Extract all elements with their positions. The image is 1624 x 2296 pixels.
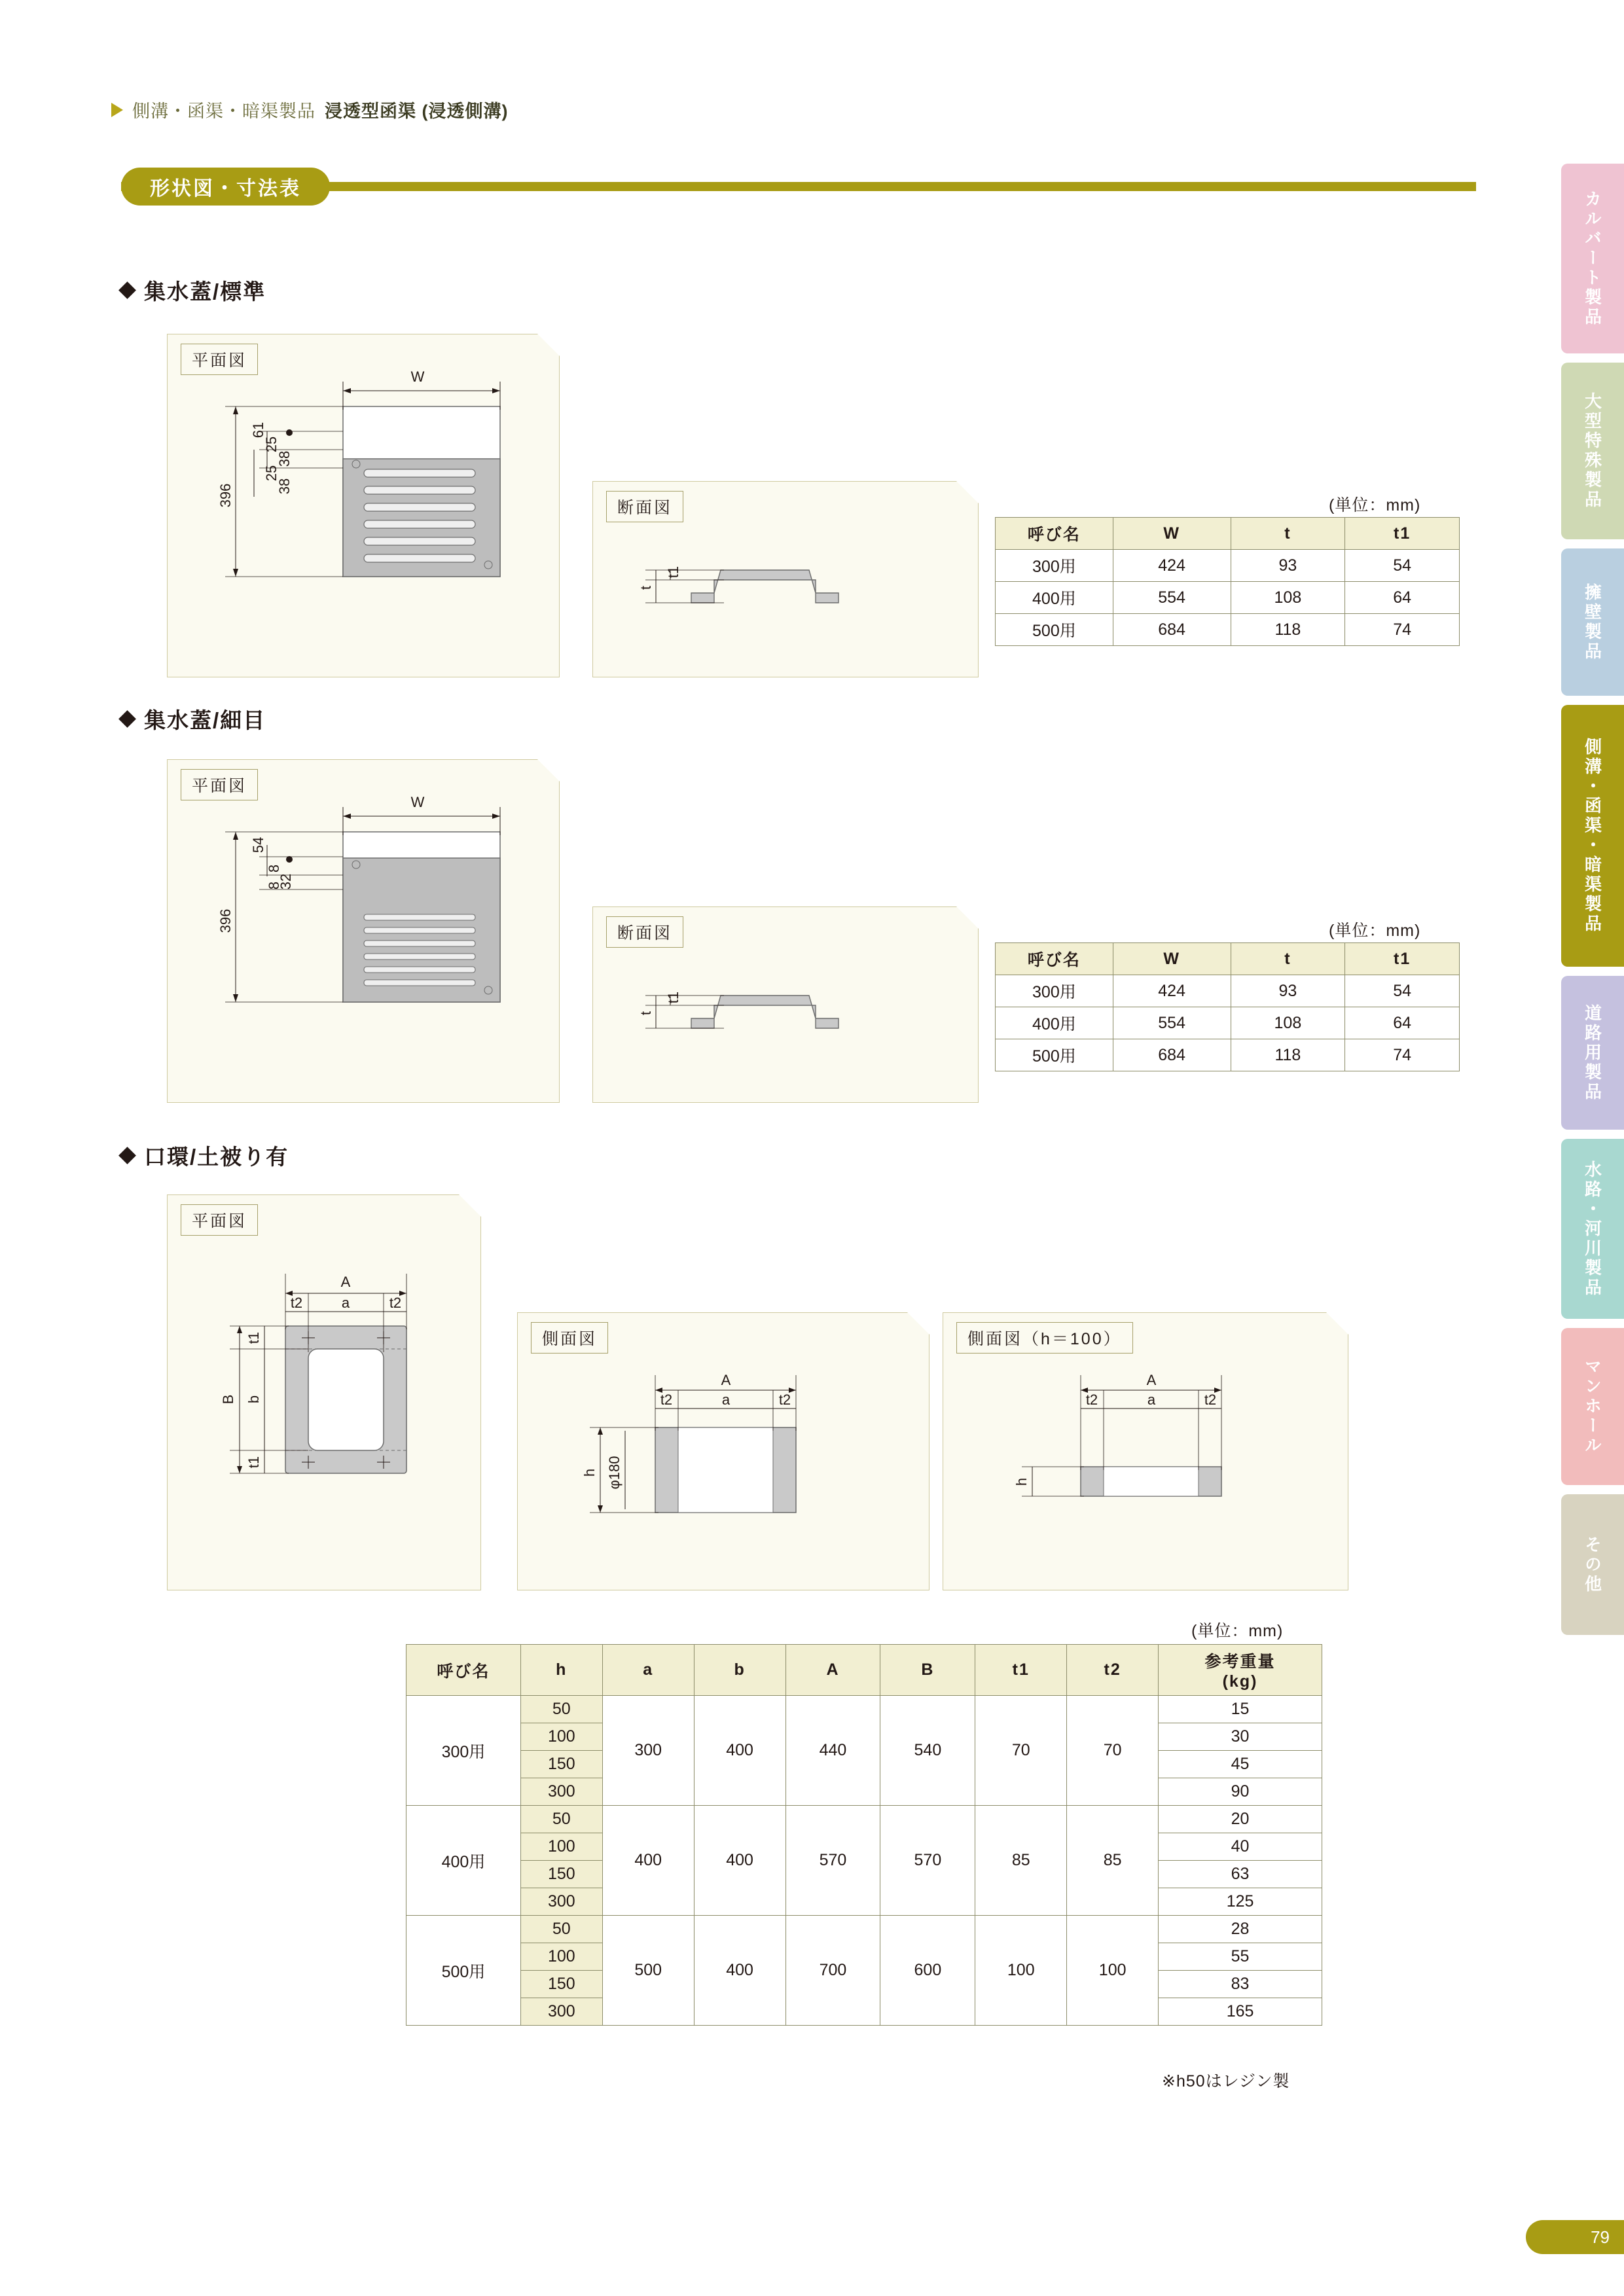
th-weight-line2: (kg) xyxy=(1222,1672,1258,1691)
cell: 684 xyxy=(1113,1039,1231,1071)
dim-54: 54 xyxy=(250,836,266,853)
dim-8a: 8 xyxy=(266,864,282,873)
unit-label-ring: (単位：mm) xyxy=(1191,1622,1284,1640)
th-a: a xyxy=(602,1645,694,1696)
table-footnote: ※h50はレジン製 xyxy=(1162,2072,1290,2090)
figure-section-fine xyxy=(592,906,979,1103)
cell-h: 300 xyxy=(520,1778,602,1806)
figure-label-section: 断面図 xyxy=(606,491,683,522)
drawing-plan-ring xyxy=(168,1195,482,1591)
side-tab-label: マンホール xyxy=(1582,1357,1602,1456)
dim-32: 32 xyxy=(278,873,294,890)
side-tab-label: 大型特殊製品 xyxy=(1582,392,1602,510)
subheading-standard-label: 集水蓋/標準 xyxy=(144,279,266,304)
breadcrumb-category: 側溝・函渠・暗渠製品 xyxy=(132,101,316,121)
dim-t: t xyxy=(638,585,654,590)
side-tab-label: その他 xyxy=(1582,1535,1602,1594)
page-number: 79 xyxy=(1526,2220,1624,2254)
th-t2: t2 xyxy=(1067,1645,1159,1696)
th-name: 呼び名 xyxy=(996,943,1113,975)
table-row xyxy=(996,582,1460,614)
dim-h: h xyxy=(581,1468,598,1477)
dim-61: 61 xyxy=(250,422,266,439)
cell-h: 50 xyxy=(520,1806,602,1833)
drawing-side-ring xyxy=(518,1313,930,1591)
cell-b: 400 xyxy=(694,1806,785,1916)
cell: 93 xyxy=(1231,550,1345,582)
dim-a: a xyxy=(1147,1391,1156,1408)
th-w: W xyxy=(1113,518,1231,550)
dim-t1-top: t1 xyxy=(245,1331,262,1344)
cell: 400用 xyxy=(996,582,1113,614)
cell-weight: 55 xyxy=(1159,1943,1322,1971)
table-ring xyxy=(406,1644,1322,2026)
side-tab-gutter-culvert-drain[interactable] xyxy=(1561,705,1624,967)
cell: 400用 xyxy=(996,1007,1113,1039)
cell-A: 700 xyxy=(785,1916,880,2026)
figure-plan-fine xyxy=(167,759,560,1103)
cell-h: 100 xyxy=(520,1943,602,1971)
th-t: t xyxy=(1231,943,1345,975)
breadcrumb-title: 浸透型函渠 (浸透側溝) xyxy=(325,101,509,121)
side-tab-waterway-river[interactable] xyxy=(1561,1139,1624,1319)
cell-A: 570 xyxy=(785,1806,880,1916)
cell-weight: 15 xyxy=(1159,1696,1322,1723)
cell-h: 100 xyxy=(520,1833,602,1861)
cell-weight: 30 xyxy=(1159,1723,1322,1751)
dim-t2-left: t2 xyxy=(290,1295,303,1311)
th-w: W xyxy=(1113,943,1231,975)
dim-b: b xyxy=(245,1395,262,1404)
cell: 554 xyxy=(1113,582,1231,614)
dim-a: a xyxy=(341,1295,350,1311)
figure-plan-standard xyxy=(167,334,560,677)
dim-a: a xyxy=(721,1391,731,1408)
figure-section-standard xyxy=(592,481,979,677)
cell-weight: 20 xyxy=(1159,1806,1322,1833)
dim-t2-right: t2 xyxy=(778,1391,791,1408)
table-header-row xyxy=(406,1645,1322,1696)
cell-weight: 90 xyxy=(1159,1778,1322,1806)
cell: 300用 xyxy=(996,975,1113,1007)
th-weight xyxy=(1159,1645,1322,1696)
unit-label-standard: (単位：mm) xyxy=(1329,496,1421,514)
side-tab-label: 擁壁製品 xyxy=(1582,583,1602,662)
dim-A: A xyxy=(340,1274,351,1290)
th-name: 呼び名 xyxy=(996,518,1113,550)
figure-label-plan: 平面図 xyxy=(181,1204,258,1236)
cell: 500用 xyxy=(996,614,1113,646)
dim-25b: 25 xyxy=(263,465,280,482)
cell-B: 540 xyxy=(880,1696,975,1806)
figure-side-ring xyxy=(517,1312,929,1590)
th-A: A xyxy=(785,1645,880,1696)
dim-38a: 38 xyxy=(276,450,293,467)
side-tab-road[interactable] xyxy=(1561,976,1624,1130)
dim-W: W xyxy=(410,368,425,385)
cell: 118 xyxy=(1231,614,1345,646)
dim-W: W xyxy=(410,794,425,810)
corner-cut xyxy=(956,481,979,503)
cell-t1: 70 xyxy=(975,1696,1067,1806)
dim-t2-right: t2 xyxy=(1204,1391,1217,1408)
corner-cut xyxy=(537,334,560,356)
th-t: t xyxy=(1231,518,1345,550)
dim-A: A xyxy=(721,1372,731,1388)
subheading-standard xyxy=(121,275,266,306)
corner-cut xyxy=(459,1194,481,1217)
side-tab-label: カルバート製品 xyxy=(1582,190,1602,327)
dim-t2-left: t2 xyxy=(1085,1391,1098,1408)
cell: 424 xyxy=(1113,975,1231,1007)
cell-weight: 125 xyxy=(1159,1888,1322,1916)
table-header-row xyxy=(996,518,1460,550)
cell: 554 xyxy=(1113,1007,1231,1039)
dim-t: t xyxy=(638,1011,654,1016)
dim-t1: t1 xyxy=(665,991,681,1004)
cell-A: 440 xyxy=(785,1696,880,1806)
th-t1: t1 xyxy=(975,1645,1067,1696)
cell-name: 300用 xyxy=(406,1696,521,1806)
side-tab-culvert[interactable] xyxy=(1561,164,1624,353)
cell-weight: 83 xyxy=(1159,1971,1322,1998)
figure-label-side: 側面図 xyxy=(531,1322,608,1354)
dim-phi180: φ180 xyxy=(606,1456,623,1490)
cell-h: 300 xyxy=(520,1998,602,2026)
side-tab-large-special[interactable] xyxy=(1561,363,1624,539)
dim-396: 396 xyxy=(217,483,234,508)
table-row xyxy=(996,550,1460,582)
subheading-ring-label: 口環/土被り有 xyxy=(144,1145,289,1169)
section-title-bar xyxy=(121,168,1476,206)
figure-label-plan: 平面図 xyxy=(181,344,258,375)
cell: 424 xyxy=(1113,550,1231,582)
cell: 684 xyxy=(1113,614,1231,646)
cell: 500用 xyxy=(996,1039,1113,1071)
dim-t1: t1 xyxy=(665,565,681,579)
diamond-icon xyxy=(118,1147,136,1164)
side-tab-label: 側溝・函渠・暗渠製品 xyxy=(1582,738,1602,934)
dim-A: A xyxy=(1146,1372,1157,1388)
figure-label-section: 断面図 xyxy=(606,916,683,948)
dim-h: h xyxy=(1013,1477,1030,1486)
dim-396: 396 xyxy=(217,908,234,933)
dim-t2-right: t2 xyxy=(389,1295,402,1311)
figure-side-h100 xyxy=(943,1312,1348,1590)
cell-weight: 40 xyxy=(1159,1833,1322,1861)
th-h: h xyxy=(520,1645,602,1696)
cell-h: 100 xyxy=(520,1723,602,1751)
cell-weight: 45 xyxy=(1159,1751,1322,1778)
cell: 64 xyxy=(1345,582,1460,614)
th-t1: t1 xyxy=(1345,518,1460,550)
cell: 108 xyxy=(1231,582,1345,614)
cell: 93 xyxy=(1231,975,1345,1007)
cell-h: 50 xyxy=(520,1916,602,1943)
cell: 118 xyxy=(1231,1039,1345,1071)
cell-b: 400 xyxy=(694,1916,785,2026)
figure-label-side-h100: 側面図（h＝100） xyxy=(956,1322,1133,1354)
cell: 54 xyxy=(1345,550,1460,582)
table-header-row xyxy=(996,943,1460,975)
diamond-icon xyxy=(118,710,136,728)
cell-t1: 100 xyxy=(975,1916,1067,2026)
dim-38b: 38 xyxy=(276,478,293,495)
cell: 300用 xyxy=(996,550,1113,582)
dim-t2-left: t2 xyxy=(660,1391,673,1408)
side-tab-other[interactable] xyxy=(1561,1494,1624,1635)
dim-25a: 25 xyxy=(263,436,280,453)
table-row xyxy=(996,975,1460,1007)
side-tab-rail xyxy=(1552,164,1624,1644)
cell-t1: 85 xyxy=(975,1806,1067,1916)
cell-b: 400 xyxy=(694,1696,785,1806)
cell-h: 150 xyxy=(520,1971,602,1998)
table-standard xyxy=(995,517,1460,646)
table-row xyxy=(996,1007,1460,1039)
subheading-fine xyxy=(121,704,266,734)
corner-cut xyxy=(907,1312,929,1335)
drawing-side-h100 xyxy=(943,1313,1349,1591)
cell-h: 150 xyxy=(520,1751,602,1778)
corner-cut xyxy=(1326,1312,1348,1335)
table-row xyxy=(406,1806,1322,1833)
table-row xyxy=(406,1696,1322,1723)
th-weight-line1: 参考重量 xyxy=(1204,1653,1276,1671)
cell-weight: 165 xyxy=(1159,1998,1322,2026)
page-title: 形状図・寸法表 xyxy=(121,168,330,206)
table-fine xyxy=(995,942,1460,1071)
diamond-icon xyxy=(118,281,136,299)
table-row xyxy=(406,1916,1322,1943)
side-tab-label: 水路・河川製品 xyxy=(1582,1160,1602,1298)
th-b: b xyxy=(694,1645,785,1696)
cell-a: 400 xyxy=(602,1806,694,1916)
dim-t1-bottom: t1 xyxy=(245,1456,262,1469)
th-name: 呼び名 xyxy=(406,1645,521,1696)
dim-8b: 8 xyxy=(266,881,282,890)
cell: 108 xyxy=(1231,1007,1345,1039)
cell: 64 xyxy=(1345,1007,1460,1039)
side-tab-retaining-wall[interactable] xyxy=(1561,548,1624,696)
table-row xyxy=(996,614,1460,646)
cell-t2: 85 xyxy=(1067,1806,1159,1916)
side-tab-label: 道路用製品 xyxy=(1582,1003,1602,1102)
cell-h: 300 xyxy=(520,1888,602,1916)
th-B: B xyxy=(880,1645,975,1696)
figure-label-plan: 平面図 xyxy=(181,769,258,800)
cell-B: 600 xyxy=(880,1916,975,2026)
cell-name: 400用 xyxy=(406,1806,521,1916)
cell-h: 150 xyxy=(520,1861,602,1888)
side-tab-manhole[interactable] xyxy=(1561,1328,1624,1485)
triangle-icon xyxy=(111,103,123,117)
subheading-ring xyxy=(121,1140,289,1171)
table-row xyxy=(996,1039,1460,1071)
dim-B: B xyxy=(220,1394,236,1405)
cell-weight: 63 xyxy=(1159,1861,1322,1888)
drawing-plan-fine xyxy=(168,760,560,1103)
cell: 74 xyxy=(1345,1039,1460,1071)
cell: 54 xyxy=(1345,975,1460,1007)
cell-weight: 28 xyxy=(1159,1916,1322,1943)
cell-h: 50 xyxy=(520,1696,602,1723)
corner-cut xyxy=(537,759,560,781)
cell-t2: 100 xyxy=(1067,1916,1159,2026)
cell-a: 500 xyxy=(602,1916,694,2026)
cell-B: 570 xyxy=(880,1806,975,1916)
th-t1: t1 xyxy=(1345,943,1460,975)
figure-plan-ring xyxy=(167,1194,481,1590)
corner-cut xyxy=(956,906,979,929)
drawing-plan-standard xyxy=(168,334,560,678)
cell-name: 500用 xyxy=(406,1916,521,2026)
cell-t2: 70 xyxy=(1067,1696,1159,1806)
breadcrumb xyxy=(111,97,508,122)
cell: 74 xyxy=(1345,614,1460,646)
subheading-fine-label: 集水蓋/細目 xyxy=(144,708,266,732)
cell-a: 300 xyxy=(602,1696,694,1806)
unit-label-fine: (単位：mm) xyxy=(1329,922,1421,940)
